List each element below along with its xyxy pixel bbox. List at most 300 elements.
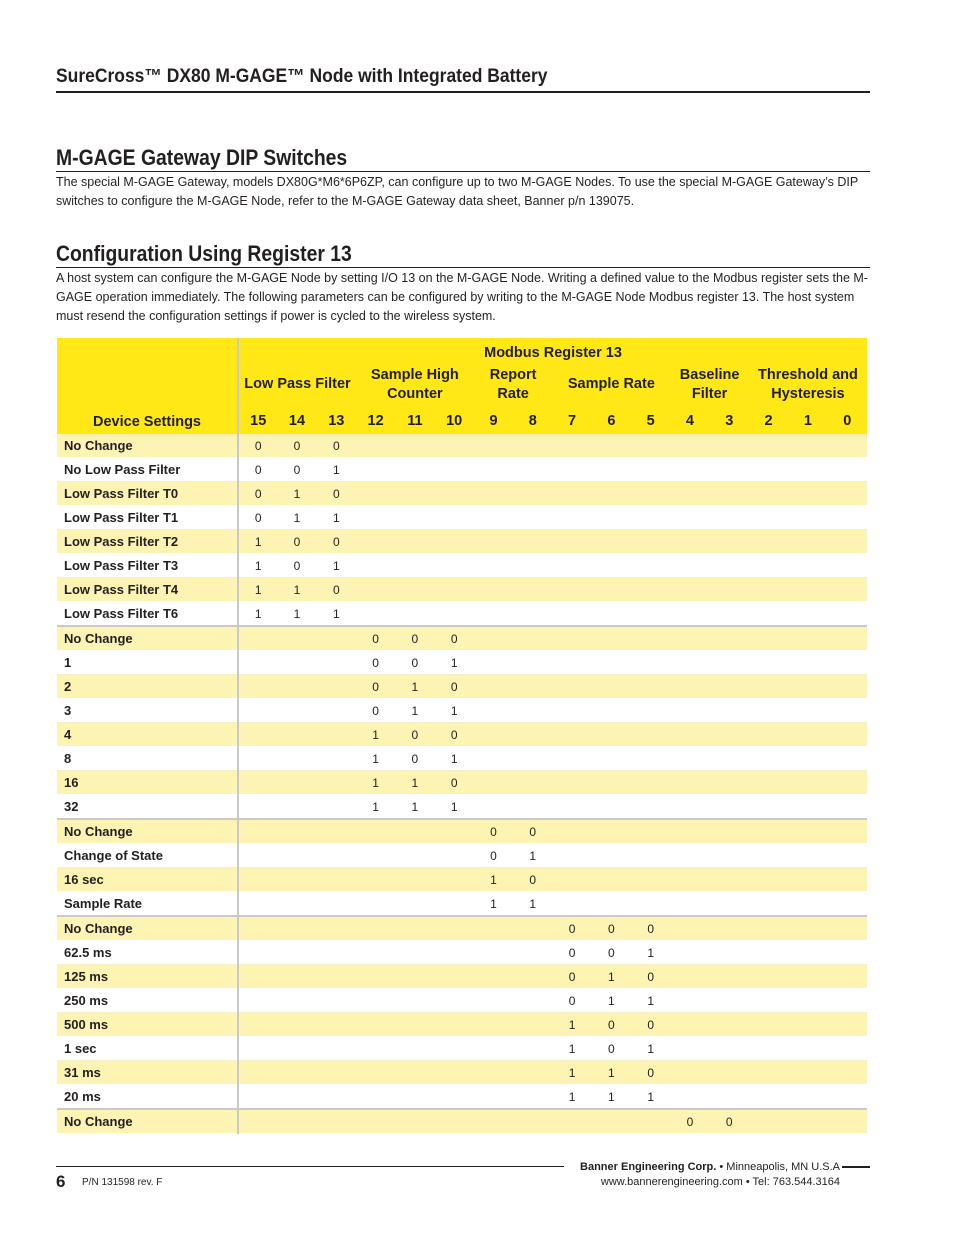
modbus-register-title: Modbus Register 13 <box>484 344 622 361</box>
bit-value <box>592 1109 631 1134</box>
bit-value <box>356 892 395 917</box>
bit-value <box>710 530 749 554</box>
bit-value: 0 <box>395 651 434 675</box>
bit-value <box>710 482 749 506</box>
bit-value <box>552 651 591 675</box>
bit-value <box>710 602 749 627</box>
bit-value <box>277 626 316 651</box>
table-row <box>57 1085 867 1110</box>
bit-value <box>238 795 277 820</box>
bit-value <box>238 699 277 723</box>
bit-value: 0 <box>238 458 277 482</box>
table-row <box>57 482 867 506</box>
bit-value <box>749 771 788 795</box>
bit-value <box>670 965 709 989</box>
bit-value <box>710 675 749 699</box>
bit-value <box>238 747 277 771</box>
bit-value <box>749 506 788 530</box>
bit-value: 1 <box>474 892 513 917</box>
bit-value <box>631 747 670 771</box>
group-header: Baseline Filter <box>679 366 740 402</box>
bit-value <box>631 892 670 917</box>
bit-value <box>356 916 395 941</box>
bit-value <box>277 1109 316 1134</box>
bit-value <box>788 530 827 554</box>
bit-value: 1 <box>592 1085 631 1110</box>
table-row <box>57 699 867 723</box>
row-label: 16 sec <box>57 868 238 892</box>
bit-header: 2 <box>764 413 773 430</box>
row-label: 3 <box>57 699 238 723</box>
bit-value <box>592 626 631 651</box>
bit-value <box>395 578 434 602</box>
bit-value <box>513 747 552 771</box>
bit-value <box>749 989 788 1013</box>
table-row <box>57 1109 867 1134</box>
bit-value <box>317 651 356 675</box>
bit-value <box>710 747 749 771</box>
bit-header: 9 <box>489 413 498 430</box>
bit-value <box>317 989 356 1013</box>
bit-value <box>435 578 474 602</box>
bit-value: 0 <box>592 1013 631 1037</box>
bit-value <box>788 723 827 747</box>
row-label: Sample Rate <box>57 892 238 917</box>
bit-value <box>749 868 788 892</box>
bit-value <box>552 795 591 820</box>
row-label: No Change <box>57 434 238 458</box>
bit-value <box>356 989 395 1013</box>
bit-value <box>592 506 631 530</box>
bit-value <box>710 506 749 530</box>
bit-value <box>710 844 749 868</box>
bit-value <box>670 699 709 723</box>
bit-value <box>356 458 395 482</box>
bit-value <box>670 892 709 917</box>
bit-value: 1 <box>395 699 434 723</box>
bit-value <box>513 795 552 820</box>
table-row <box>57 626 867 651</box>
bit-value: 1 <box>356 747 395 771</box>
bit-value <box>828 941 868 965</box>
bit-value: 0 <box>513 819 552 844</box>
bit-value: 1 <box>395 675 434 699</box>
bit-value <box>317 1037 356 1061</box>
bit-value: 0 <box>474 819 513 844</box>
bit-value <box>670 1037 709 1061</box>
bit-value <box>513 989 552 1013</box>
table-row <box>57 965 867 989</box>
bit-value <box>788 699 827 723</box>
bit-value <box>788 554 827 578</box>
bit-value: 0 <box>552 941 591 965</box>
bit-value <box>238 1013 277 1037</box>
bit-value <box>277 771 316 795</box>
bit-value <box>238 989 277 1013</box>
bit-header: 11 <box>407 413 423 430</box>
row-label: Low Pass Filter T0 <box>57 482 238 506</box>
bit-value <box>474 699 513 723</box>
bit-value <box>395 554 434 578</box>
bit-header: 14 <box>288 413 306 430</box>
bit-value <box>670 868 709 892</box>
bit-value <box>710 1085 749 1110</box>
bit-value <box>513 771 552 795</box>
bit-value <box>513 1037 552 1061</box>
bit-value <box>670 482 709 506</box>
bit-value: 1 <box>238 530 277 554</box>
bit-value <box>592 651 631 675</box>
bit-value: 1 <box>238 578 277 602</box>
bit-value <box>238 723 277 747</box>
bit-value <box>356 602 395 627</box>
bit-value <box>670 602 709 627</box>
bit-value <box>395 819 434 844</box>
bit-value <box>788 482 827 506</box>
bit-value <box>474 458 513 482</box>
bit-value: 1 <box>552 1037 591 1061</box>
bit-value <box>749 1085 788 1110</box>
row-label: Low Pass Filter T6 <box>57 602 238 627</box>
bit-value: 1 <box>513 892 552 917</box>
bit-value <box>788 819 827 844</box>
bit-value <box>631 434 670 458</box>
bit-value <box>670 916 709 941</box>
bit-value <box>592 458 631 482</box>
row-label: No Change <box>57 626 238 651</box>
bit-value: 0 <box>395 626 434 651</box>
section-paragraph-dip-switches: The special M-GAGE Gateway, models DX80G*M6*6P6ZP, can configure up to two M-GAGE Nodes. To use the special M-GAGE Gateway’s DIP switches to configure the M-GAGE Node, refer to the M-GAGE Gateway data sheet, Banner p/n 139075. <box>56 175 858 208</box>
bit-value <box>435 868 474 892</box>
bit-value <box>828 819 868 844</box>
bit-value <box>749 819 788 844</box>
bit-value: 0 <box>474 844 513 868</box>
bit-value <box>710 795 749 820</box>
bit-value <box>435 819 474 844</box>
bit-value <box>317 723 356 747</box>
bit-value <box>631 819 670 844</box>
bit-value <box>552 747 591 771</box>
bit-value <box>828 747 868 771</box>
bit-value: 0 <box>552 916 591 941</box>
bit-value <box>788 1085 827 1110</box>
bit-value <box>395 482 434 506</box>
bit-header: 6 <box>607 413 616 430</box>
table-row <box>57 506 867 530</box>
bit-value <box>238 868 277 892</box>
bit-value <box>238 916 277 941</box>
bit-value <box>277 965 316 989</box>
bit-value <box>317 675 356 699</box>
bit-value <box>828 651 868 675</box>
bit-value <box>828 1085 868 1110</box>
section-heading-dip-switches: M-GAGE Gateway DIP Switches <box>56 145 348 170</box>
bit-value <box>788 892 827 917</box>
bit-value: 1 <box>552 1013 591 1037</box>
bit-value: 1 <box>277 482 316 506</box>
bit-value: 0 <box>238 482 277 506</box>
bit-value <box>395 458 434 482</box>
bit-value: 1 <box>356 795 395 820</box>
bit-value: 1 <box>552 1061 591 1085</box>
bit-value: 0 <box>317 530 356 554</box>
bit-value <box>356 530 395 554</box>
bit-value <box>474 506 513 530</box>
table-row <box>57 916 867 941</box>
bit-value <box>710 554 749 578</box>
bit-value <box>788 965 827 989</box>
bit-value <box>631 602 670 627</box>
bit-value: 0 <box>631 965 670 989</box>
bit-value <box>277 1037 316 1061</box>
bit-value <box>513 1013 552 1037</box>
bit-value <box>317 844 356 868</box>
bit-value: 0 <box>277 434 316 458</box>
bit-value <box>395 844 434 868</box>
bit-value: 0 <box>356 675 395 699</box>
bit-value <box>749 458 788 482</box>
bit-value: 1 <box>435 699 474 723</box>
bit-value <box>277 844 316 868</box>
group-header: Sample Rate <box>567 376 655 393</box>
bit-value <box>277 675 316 699</box>
bit-header: 10 <box>446 413 463 430</box>
bit-value <box>356 819 395 844</box>
bit-value <box>435 602 474 627</box>
bit-value: 1 <box>356 723 395 747</box>
bit-value <box>435 1109 474 1134</box>
bit-value <box>631 482 670 506</box>
bit-value <box>788 795 827 820</box>
bit-value <box>631 554 670 578</box>
bit-value: 0 <box>592 941 631 965</box>
bit-value <box>395 1061 434 1085</box>
table-row <box>57 578 867 602</box>
bit-value <box>710 916 749 941</box>
bit-value <box>828 916 868 941</box>
row-label: 20 ms <box>57 1085 238 1110</box>
bit-header: 15 <box>250 413 267 430</box>
bit-value <box>592 482 631 506</box>
table-row <box>57 844 867 868</box>
table-row <box>57 989 867 1013</box>
bit-header: 1 <box>803 413 812 430</box>
bit-value <box>317 795 356 820</box>
bit-value <box>592 602 631 627</box>
bit-value <box>828 458 868 482</box>
bit-value <box>552 723 591 747</box>
bit-value <box>828 434 868 458</box>
bit-value <box>513 651 552 675</box>
bit-value <box>828 554 868 578</box>
bit-value <box>513 458 552 482</box>
bit-value <box>238 892 277 917</box>
bit-value <box>435 844 474 868</box>
bit-value <box>828 675 868 699</box>
bit-value: 0 <box>435 771 474 795</box>
bit-value <box>670 554 709 578</box>
bit-value <box>631 578 670 602</box>
group-header: Threshold and Hysteresis <box>758 366 858 402</box>
bit-value <box>749 965 788 989</box>
row-label: 4 <box>57 723 238 747</box>
bit-value <box>513 578 552 602</box>
bit-value <box>395 434 434 458</box>
bit-value <box>749 747 788 771</box>
bit-value: 0 <box>395 747 434 771</box>
bit-value <box>474 1013 513 1037</box>
bit-value <box>552 458 591 482</box>
bit-value <box>474 1085 513 1110</box>
bit-value: 1 <box>238 554 277 578</box>
bit-value <box>277 747 316 771</box>
bit-value <box>277 699 316 723</box>
table-row <box>57 602 867 627</box>
bit-value <box>513 916 552 941</box>
bit-value <box>788 771 827 795</box>
bit-value <box>238 1085 277 1110</box>
bit-value <box>513 965 552 989</box>
bit-value <box>277 1061 316 1085</box>
bit-value: 0 <box>317 578 356 602</box>
bit-value <box>513 434 552 458</box>
bit-value <box>238 965 277 989</box>
bit-value <box>552 626 591 651</box>
bit-value <box>238 941 277 965</box>
bit-value <box>395 868 434 892</box>
bit-value <box>474 602 513 627</box>
bit-header: 7 <box>568 413 577 430</box>
table-row <box>57 892 867 917</box>
bit-value <box>552 699 591 723</box>
bit-value <box>317 892 356 917</box>
bit-value <box>828 723 868 747</box>
group-header: Low Pass Filter <box>244 376 351 393</box>
bit-value <box>474 434 513 458</box>
row-label: No Change <box>57 1109 238 1134</box>
bit-value <box>631 506 670 530</box>
bit-value <box>317 819 356 844</box>
bit-value <box>631 699 670 723</box>
bit-value <box>670 844 709 868</box>
bit-value <box>670 434 709 458</box>
bit-value <box>552 1109 591 1134</box>
bit-value <box>395 941 434 965</box>
bit-value <box>238 1061 277 1085</box>
bit-value <box>435 916 474 941</box>
bit-value <box>317 747 356 771</box>
bit-value <box>474 578 513 602</box>
bit-value <box>317 1013 356 1037</box>
bit-value <box>631 723 670 747</box>
bit-value <box>356 965 395 989</box>
bit-value <box>749 482 788 506</box>
bit-value <box>749 578 788 602</box>
bit-value <box>317 1061 356 1085</box>
bit-value <box>710 723 749 747</box>
bit-value <box>356 1109 395 1134</box>
row-label: No Low Pass Filter <box>57 458 238 482</box>
bit-value <box>670 626 709 651</box>
bit-value: 0 <box>435 626 474 651</box>
bit-value <box>435 458 474 482</box>
bit-value <box>788 578 827 602</box>
page-number: 6 <box>56 1172 66 1191</box>
table-row <box>57 675 867 699</box>
bit-value <box>395 1109 434 1134</box>
bit-value: 0 <box>395 723 434 747</box>
bit-value: 1 <box>317 554 356 578</box>
bit-value: 1 <box>592 965 631 989</box>
bit-value: 1 <box>277 602 316 627</box>
bit-value: 0 <box>356 699 395 723</box>
bit-value <box>552 482 591 506</box>
bit-value <box>592 795 631 820</box>
footer-rule <box>842 1166 870 1168</box>
bit-value <box>749 626 788 651</box>
bit-value <box>317 868 356 892</box>
bit-value: 0 <box>317 482 356 506</box>
bit-value <box>670 458 709 482</box>
section-rule <box>56 171 870 172</box>
bit-value <box>631 1109 670 1134</box>
bit-value <box>749 916 788 941</box>
bit-value: 1 <box>631 989 670 1013</box>
bit-value <box>513 626 552 651</box>
bit-value <box>749 795 788 820</box>
bit-value <box>513 941 552 965</box>
bit-value: 0 <box>238 506 277 530</box>
bit-value <box>552 554 591 578</box>
bit-value <box>670 1061 709 1085</box>
table-row <box>57 1061 867 1085</box>
bit-value <box>710 651 749 675</box>
bit-value: 0 <box>592 1037 631 1061</box>
bit-value <box>670 675 709 699</box>
bit-value <box>356 1061 395 1085</box>
bit-value <box>356 1037 395 1061</box>
bit-value <box>828 578 868 602</box>
table-row <box>57 530 867 554</box>
bit-value <box>592 578 631 602</box>
bit-value <box>277 1085 316 1110</box>
bit-value <box>513 602 552 627</box>
bit-value: 1 <box>552 1085 591 1110</box>
bit-value <box>670 651 709 675</box>
bit-value <box>474 771 513 795</box>
section-heading-register-13: Configuration Using Register 13 <box>56 241 352 266</box>
bit-value <box>474 626 513 651</box>
table-row <box>57 941 867 965</box>
bit-value <box>552 892 591 917</box>
bit-value <box>631 530 670 554</box>
bit-value: 1 <box>435 651 474 675</box>
bit-value <box>788 941 827 965</box>
table-row <box>57 1037 867 1061</box>
bit-value <box>552 434 591 458</box>
bit-value <box>552 578 591 602</box>
bit-value <box>631 868 670 892</box>
bit-value <box>710 578 749 602</box>
bit-value <box>710 1013 749 1037</box>
bit-value <box>788 1013 827 1037</box>
bit-value <box>474 1061 513 1085</box>
bit-value <box>435 892 474 917</box>
bit-value <box>277 989 316 1013</box>
section-paragraph-register-13: A host system can configure the M-GAGE Node by setting I/O 13 on the M-GAGE Node. Writing a defined value to the Modbus register sets the M-GAGE operation immediately. The following parameters can be configured by writing to the M-GAGE Node Modbus register 13. The host system must resend the configuration settings if power is cycled to the wireless system. <box>56 271 868 323</box>
table-row <box>57 771 867 795</box>
bit-value <box>788 1109 827 1134</box>
